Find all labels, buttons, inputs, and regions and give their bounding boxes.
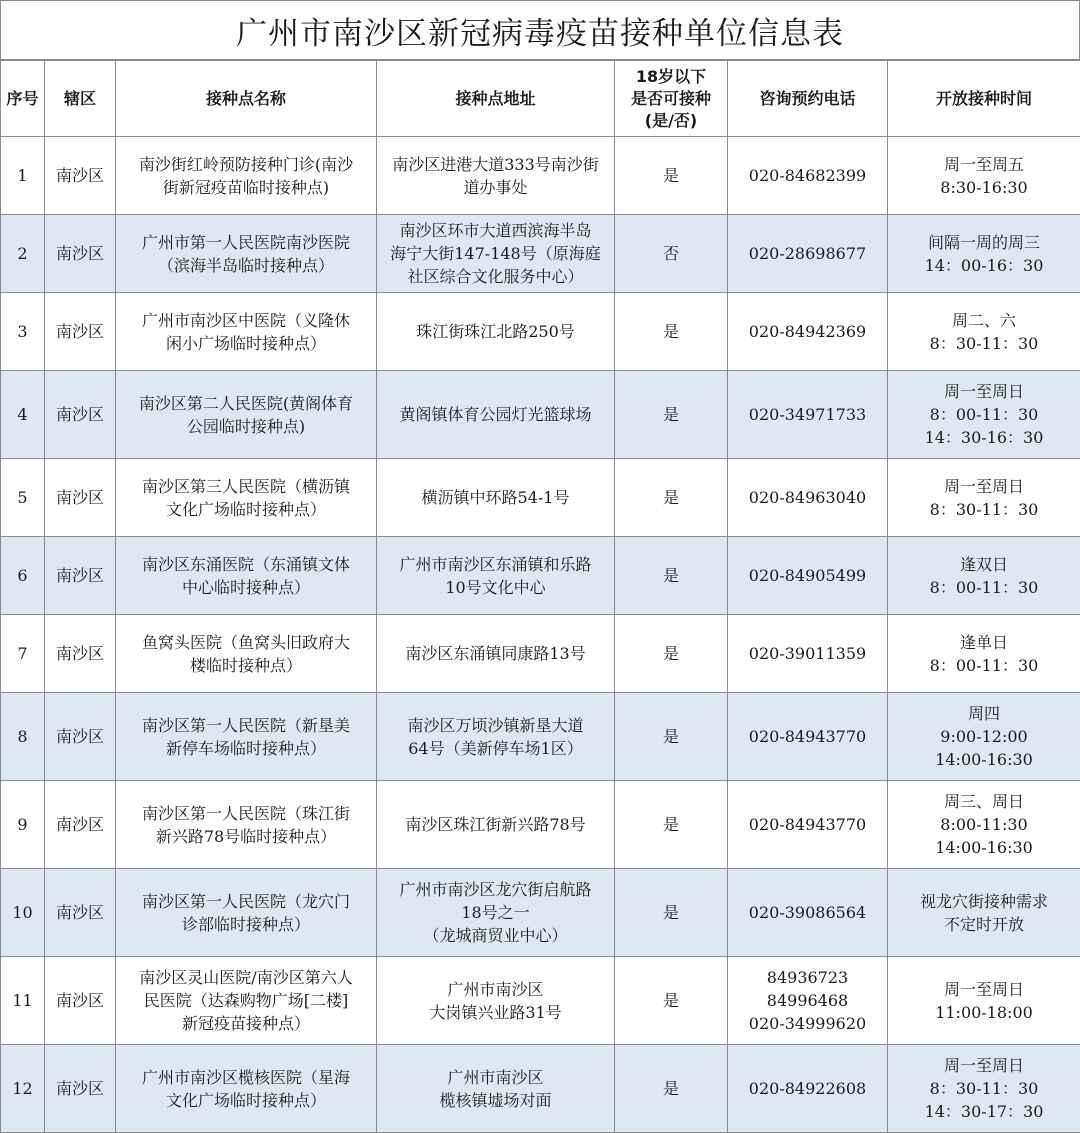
cell-under18: 是 <box>615 781 728 869</box>
cell-name-line: 南沙区第一人民医院（珠江街 <box>120 802 372 825</box>
vaccination-table <box>0 60 1080 1133</box>
cell-name-line: 文化广场临时接种点） <box>120 498 372 521</box>
cell-hours-line: 9:00-12:00 <box>892 725 1076 748</box>
cell-name <box>116 957 377 1045</box>
cell-hours-line: 周一至周日 <box>892 978 1076 1001</box>
cell-under18: 是 <box>615 293 728 371</box>
cell-hours <box>888 693 1080 781</box>
cell-hours-line: 周一至周五 <box>892 153 1076 176</box>
cell-district: 南沙区 <box>45 615 116 693</box>
header-under18-line: (是/否) <box>619 110 723 132</box>
cell-name-line: 南沙街红岭预防接种门诊(南沙 <box>120 153 372 176</box>
cell-under18: 是 <box>615 957 728 1045</box>
cell-address-line: 64号（美新停车场1区） <box>381 737 610 760</box>
cell-hours-line: 逢双日 <box>892 553 1076 576</box>
cell-hours-line: 8：30-11：30 <box>892 1077 1076 1100</box>
cell-district: 南沙区 <box>45 371 116 459</box>
cell-name <box>116 1045 377 1133</box>
table-body <box>1 137 1080 1133</box>
cell-phone-line: 020-84942369 <box>732 320 883 343</box>
cell-address <box>377 781 615 869</box>
cell-name-line: 新兴路78号临时接种点） <box>120 825 372 848</box>
cell-hours-line: 间隔一周的周三 <box>892 231 1076 254</box>
cell-phone <box>728 537 888 615</box>
cell-name-line: 鱼窝头医院（鱼窝头旧政府大 <box>120 631 372 654</box>
cell-hours-line: 8：00-11：30 <box>892 576 1076 599</box>
header-hours: 开放接种时间 <box>888 61 1080 137</box>
table-row <box>1 781 1080 869</box>
cell-name-line: 文化广场临时接种点） <box>120 1089 372 1112</box>
cell-address-line: 广州市南沙区东涌镇和乐路 <box>381 553 610 576</box>
cell-name-line: 南沙区东涌医院（东涌镇文体 <box>120 553 372 576</box>
cell-name-line: 街新冠疫苗临时接种点) <box>120 176 372 199</box>
cell-name <box>116 615 377 693</box>
cell-address-line: 社区综合文化服务中心） <box>381 265 610 288</box>
cell-no: 2 <box>1 215 45 293</box>
cell-hours <box>888 957 1080 1045</box>
cell-hours-line: 8：30-11：30 <box>892 498 1076 521</box>
cell-hours-line: 14：30-16：30 <box>892 426 1076 449</box>
cell-hours <box>888 371 1080 459</box>
cell-phone-line: 84996468 <box>732 989 883 1012</box>
cell-district: 南沙区 <box>45 957 116 1045</box>
cell-name-line: 南沙区第三人民医院（横沥镇 <box>120 475 372 498</box>
cell-under18: 是 <box>615 615 728 693</box>
cell-hours <box>888 869 1080 957</box>
cell-phone-line: 020-84682399 <box>732 164 883 187</box>
cell-name-line: 广州市南沙区榄核医院（星海 <box>120 1066 372 1089</box>
cell-name-line: 闲小广场临时接种点） <box>120 332 372 355</box>
cell-address-line: 18号之一 <box>381 901 610 924</box>
cell-address <box>377 693 615 781</box>
cell-address-line: 海宁大街147-148号（原海庭 <box>381 242 610 265</box>
cell-under18: 否 <box>615 215 728 293</box>
cell-name <box>116 293 377 371</box>
cell-no: 8 <box>1 693 45 781</box>
cell-address <box>377 371 615 459</box>
cell-no: 4 <box>1 371 45 459</box>
cell-phone-line: 84936723 <box>732 966 883 989</box>
cell-hours-line: 不定时开放 <box>892 913 1076 936</box>
cell-address-line: 横沥镇中环路54-1号 <box>381 486 610 509</box>
table-row <box>1 957 1080 1045</box>
cell-hours <box>888 615 1080 693</box>
cell-under18: 是 <box>615 869 728 957</box>
cell-address-line: 南沙区珠江街新兴路78号 <box>381 813 610 836</box>
cell-hours-line: 周四 <box>892 702 1076 725</box>
cell-hours <box>888 215 1080 293</box>
cell-hours-line: 14:00-16:30 <box>892 748 1076 771</box>
cell-phone-line: 020-84905499 <box>732 564 883 587</box>
cell-address-line: 南沙区进港大道333号南沙街 <box>381 153 610 176</box>
cell-hours-line: 8：00-11：30 <box>892 403 1076 426</box>
cell-phone <box>728 957 888 1045</box>
header-name: 接种点名称 <box>116 61 377 137</box>
cell-name <box>116 537 377 615</box>
cell-phone-line: 020-34971733 <box>732 403 883 426</box>
header-under18 <box>615 61 728 137</box>
cell-hours-line: 8:00-11:30 <box>892 813 1076 836</box>
cell-phone-line: 020-34999620 <box>732 1012 883 1035</box>
cell-phone <box>728 615 888 693</box>
cell-under18: 是 <box>615 371 728 459</box>
cell-name-line: 公园临时接种点) <box>120 415 372 438</box>
cell-no: 6 <box>1 537 45 615</box>
cell-district: 南沙区 <box>45 781 116 869</box>
cell-address-line: 广州市南沙区 <box>381 1066 610 1089</box>
cell-no: 11 <box>1 957 45 1045</box>
cell-name-line: 诊部临时接种点） <box>120 913 372 936</box>
cell-phone-line: 020-84943770 <box>732 725 883 748</box>
cell-hours-line: 视龙穴街接种需求 <box>892 890 1076 913</box>
cell-address-line: 道办事处 <box>381 176 610 199</box>
cell-name-line: （滨海半岛临时接种点） <box>120 254 372 277</box>
cell-hours-line: 8:30-16:30 <box>892 176 1076 199</box>
cell-name-line: 新冠疫苗接种点） <box>120 1012 372 1035</box>
header-address: 接种点地址 <box>377 61 615 137</box>
cell-hours-line: 周一至周日 <box>892 475 1076 498</box>
cell-phone-line: 020-28698677 <box>732 242 883 265</box>
cell-hours-line: 8：30-11：30 <box>892 332 1076 355</box>
table-row <box>1 1045 1080 1133</box>
cell-hours-line: 周二、六 <box>892 309 1076 332</box>
cell-name <box>116 459 377 537</box>
cell-no: 3 <box>1 293 45 371</box>
cell-address-line: 榄核镇墟场对面 <box>381 1089 610 1112</box>
cell-no: 1 <box>1 137 45 215</box>
cell-name-line: 楼临时接种点） <box>120 654 372 677</box>
table-row <box>1 293 1080 371</box>
header-phone: 咨询预约电话 <box>728 61 888 137</box>
cell-address <box>377 137 615 215</box>
cell-phone-line: 020-39011359 <box>732 642 883 665</box>
cell-hours-line: 逢单日 <box>892 631 1076 654</box>
cell-hours <box>888 1045 1080 1133</box>
cell-district: 南沙区 <box>45 537 116 615</box>
cell-name <box>116 781 377 869</box>
header-under18-line: 18岁以下 <box>619 66 723 88</box>
cell-district: 南沙区 <box>45 137 116 215</box>
cell-phone-line: 020-84922608 <box>732 1077 883 1100</box>
cell-address-line: 大岗镇兴业路31号 <box>381 1001 610 1024</box>
cell-under18: 是 <box>615 693 728 781</box>
cell-no: 12 <box>1 1045 45 1133</box>
cell-hours-line: 周一至周日 <box>892 380 1076 403</box>
cell-name <box>116 693 377 781</box>
cell-no: 7 <box>1 615 45 693</box>
cell-under18: 是 <box>615 137 728 215</box>
cell-hours-line: 14：30-17：30 <box>892 1100 1076 1123</box>
cell-name-line: 广州市第一人民医院南沙医院 <box>120 231 372 254</box>
cell-hours-line: 11:00-18:00 <box>892 1001 1076 1024</box>
cell-phone-line: 020-39086564 <box>732 901 883 924</box>
cell-hours <box>888 293 1080 371</box>
cell-phone <box>728 781 888 869</box>
table-row <box>1 693 1080 781</box>
cell-under18: 是 <box>615 537 728 615</box>
cell-address-line: 珠江街珠江北路250号 <box>381 320 610 343</box>
cell-district: 南沙区 <box>45 869 116 957</box>
cell-hours-line: 周三、周日 <box>892 790 1076 813</box>
cell-phone <box>728 215 888 293</box>
cell-hours <box>888 459 1080 537</box>
cell-district: 南沙区 <box>45 215 116 293</box>
cell-name-line: 南沙区第一人民医院（新垦美 <box>120 714 372 737</box>
cell-name <box>116 869 377 957</box>
header-no: 序号 <box>1 61 45 137</box>
cell-address-line: 南沙区环市大道西滨海半岛 <box>381 219 610 242</box>
cell-address <box>377 459 615 537</box>
cell-hours <box>888 137 1080 215</box>
table-row <box>1 537 1080 615</box>
cell-address-line: 10号文化中心 <box>381 576 610 599</box>
cell-name <box>116 137 377 215</box>
cell-address-line: 广州市南沙区 <box>381 978 610 1001</box>
table-row <box>1 615 1080 693</box>
cell-address <box>377 615 615 693</box>
cell-name-line: 南沙区第一人民医院（龙穴门 <box>120 890 372 913</box>
cell-phone-line: 020-84963040 <box>732 486 883 509</box>
cell-name <box>116 215 377 293</box>
cell-address <box>377 215 615 293</box>
cell-hours-line: 8：00-11：30 <box>892 654 1076 677</box>
cell-no: 5 <box>1 459 45 537</box>
table-row <box>1 869 1080 957</box>
table-header-row <box>1 61 1080 137</box>
header-district: 辖区 <box>45 61 116 137</box>
cell-phone <box>728 869 888 957</box>
cell-phone <box>728 293 888 371</box>
cell-district: 南沙区 <box>45 293 116 371</box>
table-row <box>1 137 1080 215</box>
cell-hours-line: 周一至周日 <box>892 1054 1076 1077</box>
cell-phone <box>728 137 888 215</box>
cell-hours <box>888 537 1080 615</box>
cell-address-line: 黄阁镇体育公园灯光篮球场 <box>381 403 610 426</box>
page-title: 广州市南沙区新冠病毒疫苗接种单位信息表 <box>0 0 1080 60</box>
cell-name-line: 新停车场临时接种点） <box>120 737 372 760</box>
cell-district: 南沙区 <box>45 693 116 781</box>
cell-name-line: 南沙区第二人民医院(黄阁体育 <box>120 392 372 415</box>
cell-address <box>377 869 615 957</box>
cell-address-line: 广州市南沙区龙穴街启航路 <box>381 878 610 901</box>
table-row <box>1 371 1080 459</box>
cell-address <box>377 293 615 371</box>
header-under18-line: 是否可接种 <box>619 88 723 110</box>
table-row <box>1 215 1080 293</box>
cell-address <box>377 957 615 1045</box>
cell-under18: 是 <box>615 1045 728 1133</box>
cell-district: 南沙区 <box>45 1045 116 1133</box>
cell-name-line: 中心临时接种点） <box>120 576 372 599</box>
cell-name-line: 广州市南沙区中医院（义隆休 <box>120 309 372 332</box>
cell-phone <box>728 459 888 537</box>
cell-name-line: 民医院（达森购物广场[二楼] <box>120 989 372 1012</box>
cell-phone-line: 020-84943770 <box>732 813 883 836</box>
cell-no: 10 <box>1 869 45 957</box>
cell-hours-line: 14：00-16：30 <box>892 254 1076 277</box>
cell-no: 9 <box>1 781 45 869</box>
cell-phone <box>728 1045 888 1133</box>
cell-address-line: 南沙区东涌镇同康路13号 <box>381 642 610 665</box>
cell-address-line: 南沙区万顷沙镇新垦大道 <box>381 714 610 737</box>
cell-phone <box>728 371 888 459</box>
cell-address <box>377 537 615 615</box>
cell-address-line: （龙城商贸业中心） <box>381 924 610 947</box>
cell-name <box>116 371 377 459</box>
table-row <box>1 459 1080 537</box>
cell-phone <box>728 693 888 781</box>
cell-district: 南沙区 <box>45 459 116 537</box>
cell-address <box>377 1045 615 1133</box>
cell-name-line: 南沙区灵山医院/南沙区第六人 <box>120 966 372 989</box>
cell-hours <box>888 781 1080 869</box>
cell-hours-line: 14:00-16:30 <box>892 836 1076 859</box>
cell-under18: 是 <box>615 459 728 537</box>
